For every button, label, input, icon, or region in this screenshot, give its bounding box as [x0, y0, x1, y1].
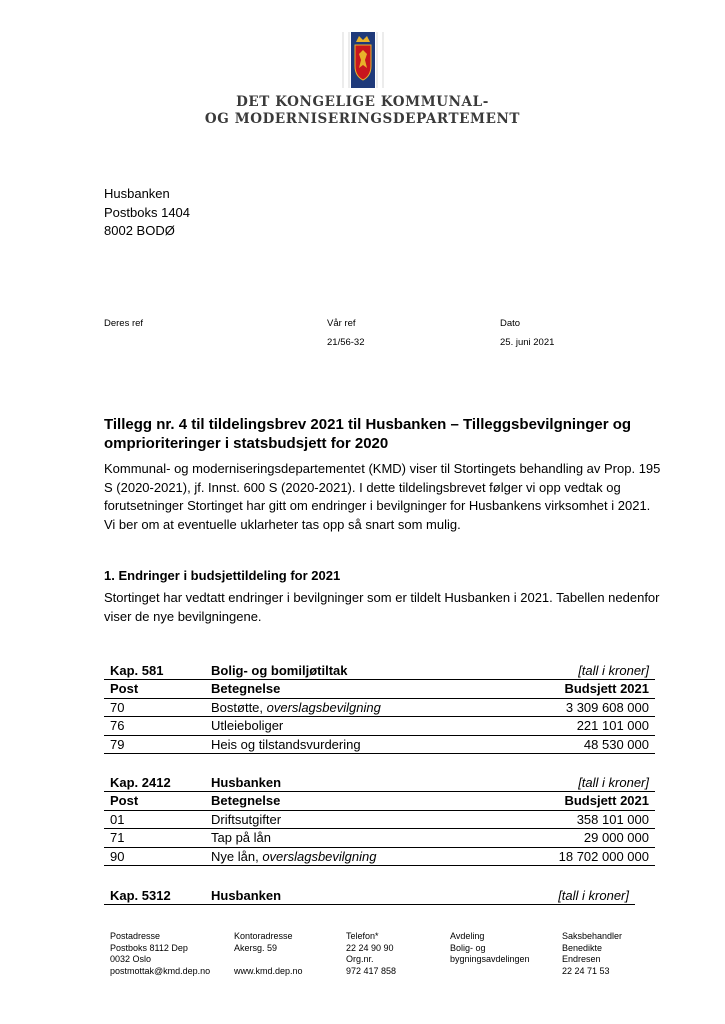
footer-saksbehandler	[562, 931, 622, 977]
post-name: Bostøtte, overslagsbevilgning	[205, 698, 505, 717]
footer-label: Avdeling	[450, 931, 485, 941]
post-number: 79	[104, 735, 205, 754]
post-name: Driftsutgifter	[205, 810, 505, 829]
coat-of-arms-logo	[223, 30, 503, 90]
unit-label: [tall i kroner]	[505, 773, 655, 792]
footer-text: Org.nr.	[346, 954, 374, 964]
header-name: Betegnelse	[205, 680, 505, 699]
recipient-city: 8002 BODØ	[104, 223, 175, 238]
kap-name: Husbanken	[205, 773, 505, 792]
post-amount: 221 101 000	[505, 717, 655, 736]
post-amount: 3 309 608 000	[505, 698, 655, 717]
kap-number: Kap. 5312	[104, 886, 205, 905]
table-row	[104, 735, 655, 754]
table-row	[104, 717, 655, 736]
footer-text: Endresen	[562, 954, 601, 964]
header-budget: Budsjett 2021	[505, 680, 655, 699]
footer-email: postmottak@kmd.dep.no	[110, 965, 211, 976]
var-ref-label: Vår ref	[327, 318, 356, 329]
deres-ref-label: Deres ref	[104, 318, 144, 329]
recipient-box: Postboks 1404	[104, 204, 191, 220]
footer-text: Bolig- og	[450, 942, 486, 953]
var-ref-value: 21/56-32	[327, 337, 365, 348]
footer-label: Telefon*	[346, 931, 379, 941]
post-number: 71	[104, 829, 205, 848]
ministry-name-line1: DET KONGELIGE KOMMUNAL-	[236, 94, 489, 110]
budget-table-kap-2412	[104, 773, 655, 866]
recipient-address	[104, 185, 190, 241]
letter-title: Tillegg nr. 4 til tildelingsbrev 2021 til Husbanken – Tilleggsbevilgninger og omprioriteringer i statsbudsjett for 2020	[104, 416, 632, 452]
footer-telefon	[346, 931, 396, 977]
kap-name: Bolig- og bomiljøtiltak	[205, 661, 505, 680]
section-paragraph: Stortinget har vedtatt endringer i bevilgninger som er tildelt Husbanken i 2021. Tabellen nedenfor viser de nye bevilgningene.	[104, 590, 660, 624]
kap-name: Husbanken	[205, 886, 505, 905]
footer-website: www.kmd.dep.no	[234, 965, 303, 976]
footer-text: Benedikte	[562, 942, 603, 953]
intro-paragraph: Kommunal- og moderniseringsdepartementet (KMD) viser til Stortingets behandling av Prop. 195 S (2020-2021), jf. Innst. 600 S (2020-2021). I dette tildelingsbrevet følger vi opp vedtak og forutsetninger Stortinget har gitt om endringer i bevilgninger for Husbankens virksomhet i 2021. Vi ber om at eventuelle uklarheter tas opp så snart som mulig.	[104, 461, 661, 532]
deres-ref	[104, 318, 143, 330]
date-value: 25. juni 2021	[500, 337, 555, 348]
header-post: Post	[104, 680, 205, 699]
table-row	[104, 847, 655, 866]
ministry-name-line2: OG MODERNISERINGSDEPARTEMENT	[204, 111, 521, 127]
header-name: Betegnelse	[205, 792, 505, 811]
header-post: Post	[104, 792, 205, 811]
footer-text: 972 417 858	[346, 965, 397, 976]
date-label: Dato	[500, 318, 521, 329]
footer-postadresse	[110, 931, 210, 977]
recipient-name: Husbanken	[104, 186, 170, 201]
footer-text	[234, 954, 303, 966]
post-amount: 48 530 000	[505, 735, 655, 754]
footer-text: 0032 Oslo	[110, 954, 152, 964]
post-amount: 29 000 000	[505, 829, 655, 848]
post-amount: 358 101 000	[505, 810, 655, 829]
section-heading: 1. Endringer i budsjettildeling for 2021	[104, 568, 341, 583]
footer-label: Saksbehandler	[562, 931, 623, 941]
date	[500, 318, 554, 349]
kap-number: Kap. 2412	[104, 773, 205, 792]
footer-label: Kontoradresse	[234, 931, 293, 941]
post-name: Nye lån, overslagsbevilgning	[205, 847, 505, 866]
footer-kontoradresse	[234, 931, 303, 977]
post-name: Heis og tilstandsvurdering	[205, 735, 505, 754]
post-amount: 18 702 000 000	[505, 847, 655, 866]
post-number: 70	[104, 698, 205, 717]
table-row	[104, 698, 655, 717]
footer-text: bygningsavdelingen	[450, 954, 530, 964]
unit-label: [tall i kroner]	[505, 661, 655, 680]
table-row	[104, 810, 655, 829]
post-number: 76	[104, 717, 205, 736]
kap-number: Kap. 581	[104, 661, 205, 680]
budget-table-kap-5312	[104, 886, 635, 905]
var-ref	[327, 318, 365, 349]
unit-label: [tall i kroner]	[505, 886, 635, 905]
footer-text: 22 24 71 53	[562, 965, 610, 976]
footer-label: Postadresse	[110, 931, 161, 941]
footer-text: 22 24 90 90	[346, 942, 394, 953]
footer-text: Postboks 8112 Dep	[110, 942, 188, 953]
post-name: Tap på lån	[205, 829, 505, 848]
post-number: 90	[104, 847, 205, 866]
post-number: 01	[104, 810, 205, 829]
header-budget: Budsjett 2021	[505, 792, 655, 811]
budget-table-kap-581	[104, 661, 655, 754]
post-name: Utleieboliger	[205, 717, 505, 736]
letterhead	[0, 30, 725, 128]
footer-avdeling	[450, 931, 530, 966]
footer-text: Akersg. 59	[234, 942, 278, 953]
table-row	[104, 829, 655, 848]
